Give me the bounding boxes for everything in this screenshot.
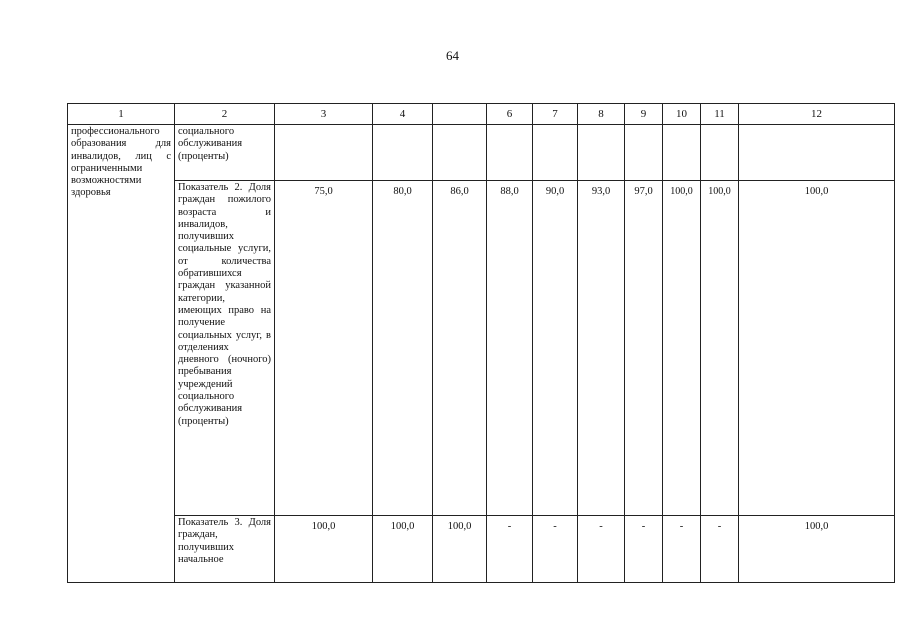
header-cell: 4 bbox=[373, 104, 433, 125]
value-cell: 100,0 bbox=[433, 516, 487, 583]
table-row bbox=[68, 125, 895, 181]
header-cell: 7 bbox=[533, 104, 578, 125]
header-cell: 2 bbox=[175, 104, 275, 125]
header-cell: 9 bbox=[625, 104, 663, 125]
value-cell: - bbox=[701, 516, 739, 583]
value-cell: - bbox=[487, 516, 533, 583]
program-name-cell: профессионального образования для инвалидов, лиц с ограниченными возможностями здоровья bbox=[68, 125, 175, 583]
value-cell: 88,0 bbox=[487, 181, 533, 516]
header-cell: 11 bbox=[701, 104, 739, 125]
header-cell: 6 bbox=[487, 104, 533, 125]
header-cell: 1 bbox=[68, 104, 175, 125]
indicator-cell: Показатель 3. Доля граждан, получивших начальное bbox=[175, 516, 275, 583]
value-cell: 100,0 bbox=[663, 181, 701, 516]
value-cell: 100,0 bbox=[701, 181, 739, 516]
value-cell: 86,0 bbox=[433, 181, 487, 516]
value-cell: 90,0 bbox=[533, 181, 578, 516]
indicator-cell: социального обслуживания (проценты) bbox=[175, 125, 275, 181]
page-number: 64 bbox=[446, 48, 459, 63]
header-cell: 8 bbox=[578, 104, 625, 125]
value-cell: 75,0 bbox=[275, 181, 373, 516]
indicator-cell: Показатель 2. Доля граждан пожилого возраста и инвалидов, получивших социальные услуги, от количества обратившихся граждан указанной категории, имеющих право на получение социальных услуг, в отделениях дневного (ночного) пребывания учреждений социального обслуживания (проценты) bbox=[175, 181, 275, 516]
value-cell: 80,0 bbox=[373, 181, 433, 516]
value-cell: 100,0 bbox=[275, 516, 373, 583]
value-cell: - bbox=[578, 516, 625, 583]
header-row bbox=[68, 104, 895, 125]
value-cell: - bbox=[625, 516, 663, 583]
data-table bbox=[67, 103, 895, 583]
value-cell: - bbox=[533, 516, 578, 583]
value-cell: 97,0 bbox=[625, 181, 663, 516]
header-cell: 12 bbox=[739, 104, 895, 125]
table-row bbox=[68, 181, 895, 516]
header-cell: 10 bbox=[663, 104, 701, 125]
header-cell bbox=[433, 104, 487, 125]
table-row bbox=[68, 516, 895, 583]
header-cell: 3 bbox=[275, 104, 373, 125]
value-cell: 100,0 bbox=[373, 516, 433, 583]
value-cell: 93,0 bbox=[578, 181, 625, 516]
value-cell: 100,0 bbox=[739, 181, 895, 516]
value-cell: - bbox=[663, 516, 701, 583]
value-cell: 100,0 bbox=[739, 516, 895, 583]
